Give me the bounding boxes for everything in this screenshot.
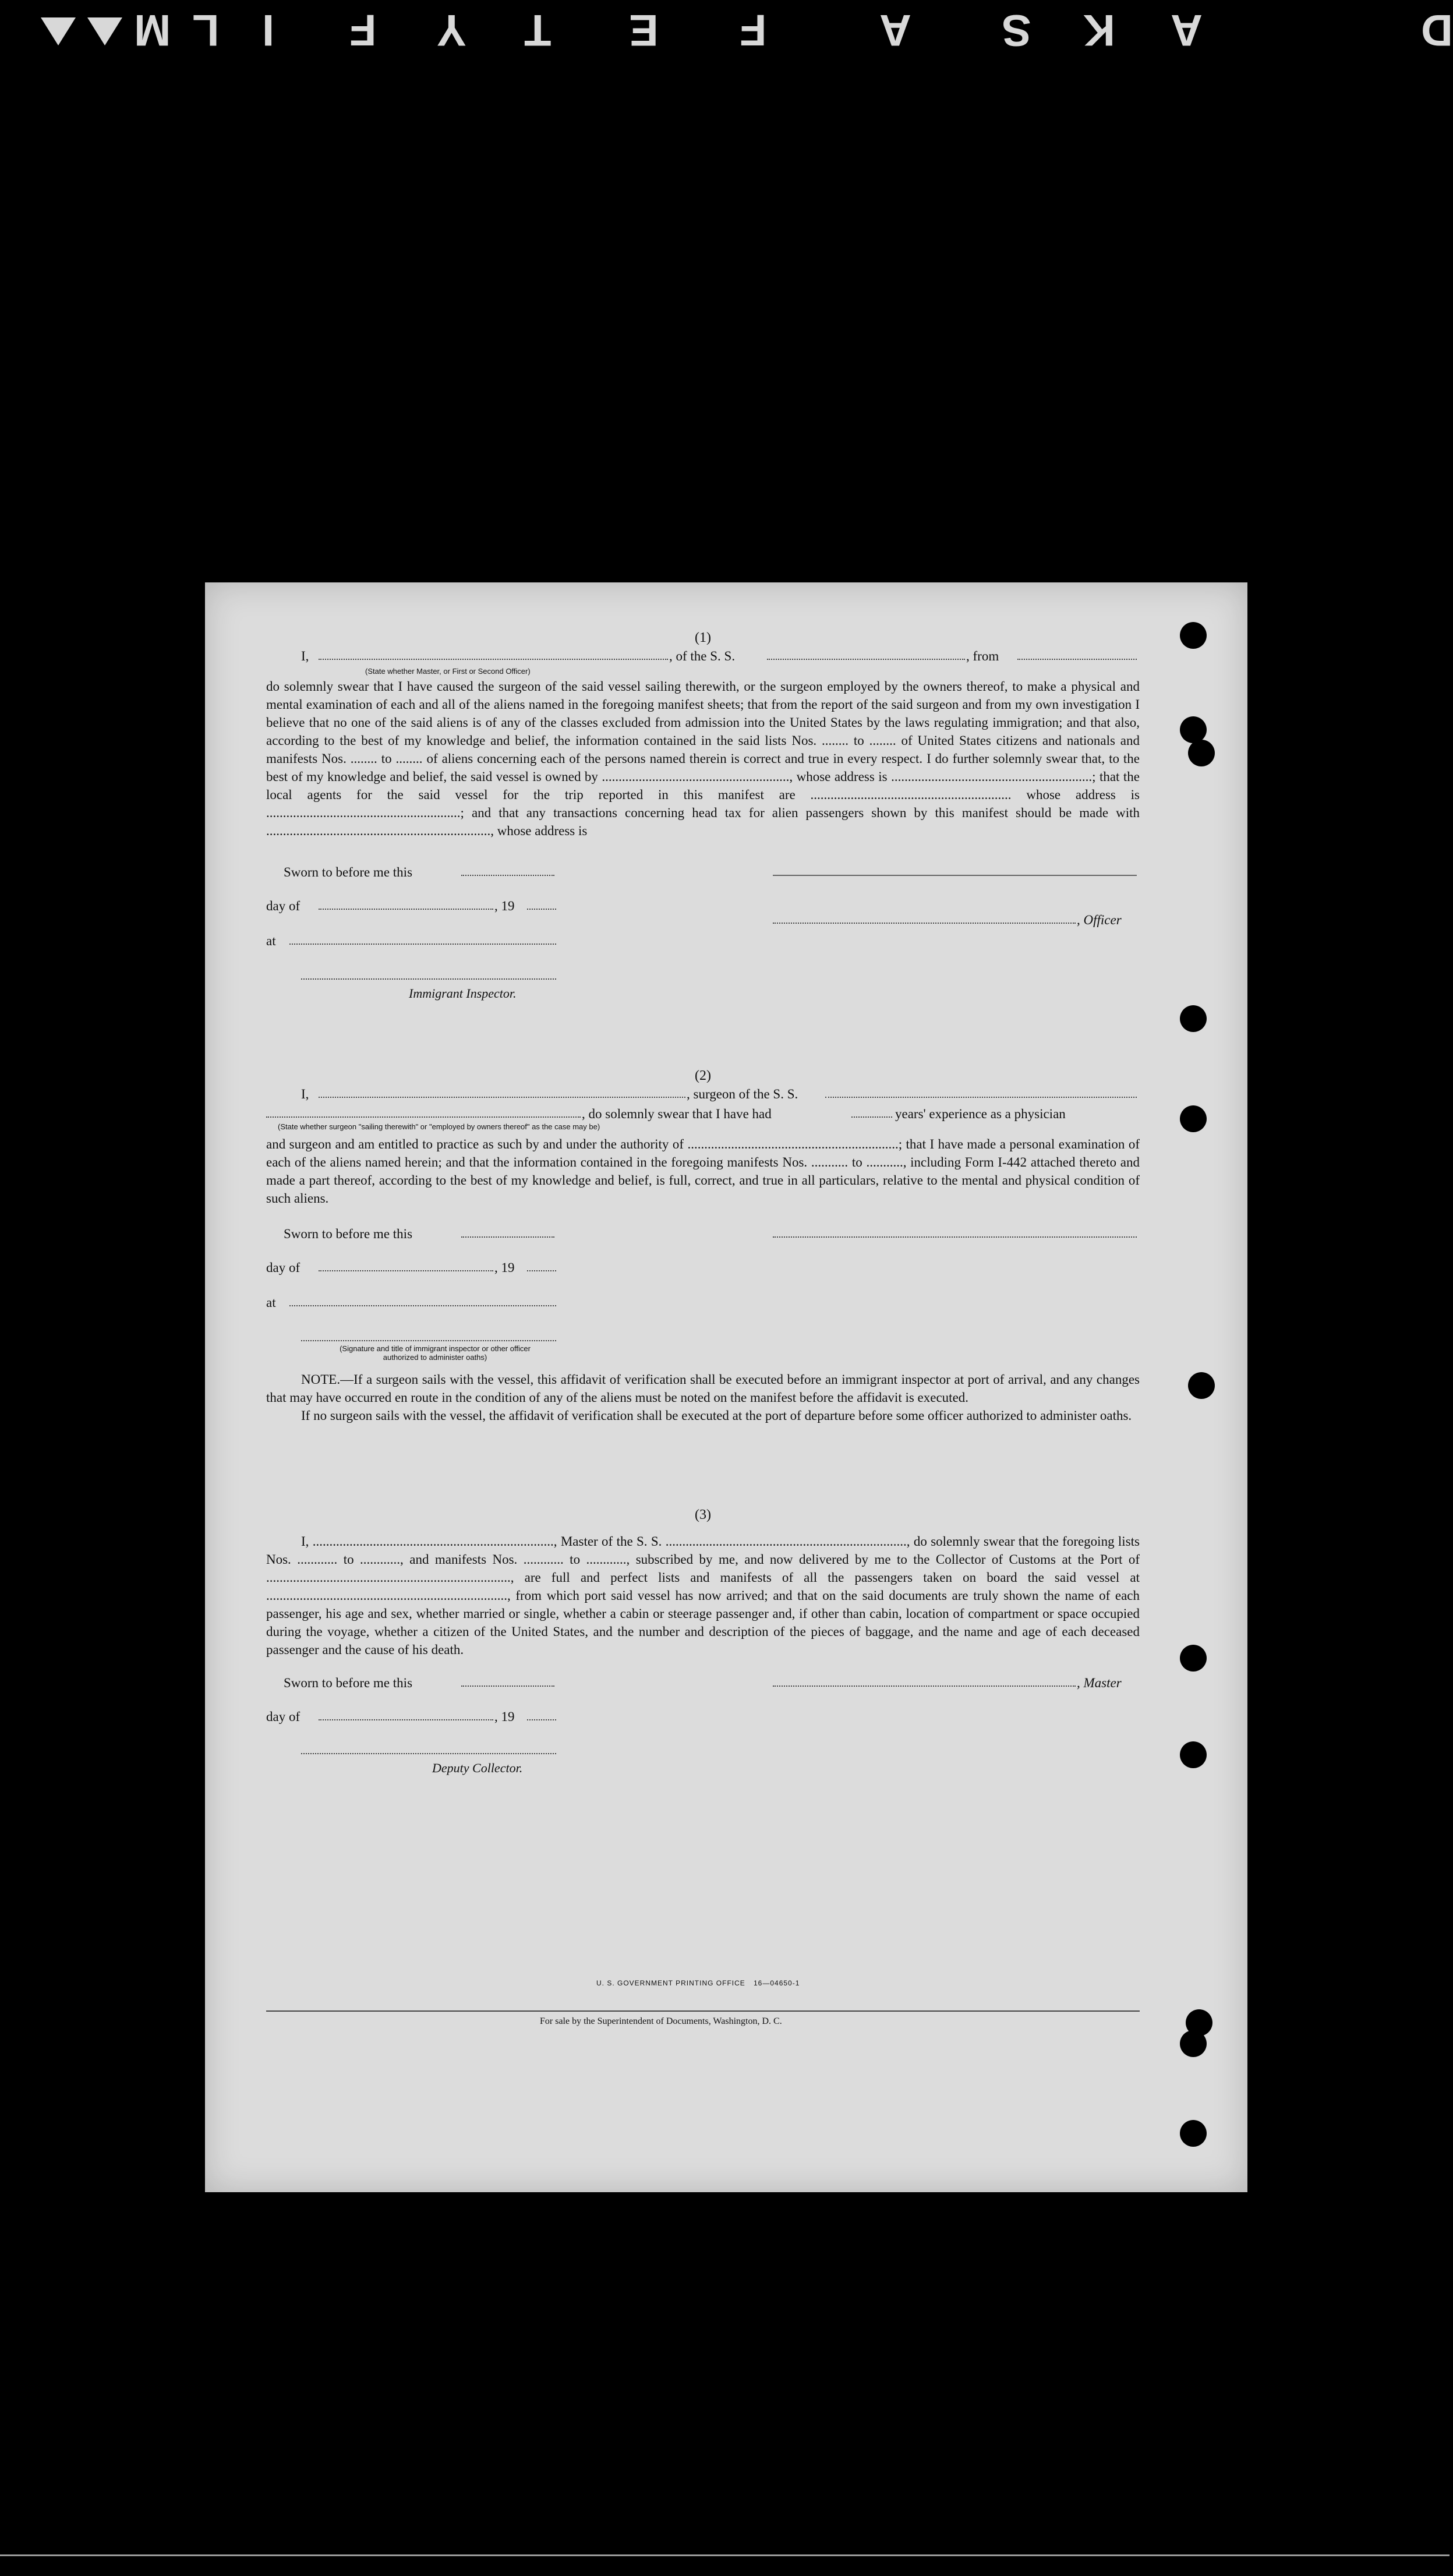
film-letter: L bbox=[192, 5, 220, 55]
film-letter: K bbox=[1083, 5, 1115, 55]
punch-hole bbox=[1188, 740, 1215, 766]
officer-name-field[interactable] bbox=[319, 647, 668, 660]
month-field[interactable] bbox=[319, 1259, 493, 1271]
film-letter: I bbox=[262, 5, 275, 55]
punch-hole bbox=[1180, 2030, 1207, 2057]
film-letter: A bbox=[1171, 5, 1203, 55]
affidavit-content bbox=[266, 629, 1140, 1779]
surgeon-status-field[interactable] bbox=[266, 1105, 581, 1118]
affidavit-section-3 bbox=[266, 1506, 1140, 1779]
sworn-label: Sworn to before me this bbox=[284, 1227, 413, 1241]
punch-hole bbox=[1180, 1645, 1207, 1672]
surgeon-caption: (State whether surgeon "sailing therewith" or "employed by owners thereof" as the case may be) bbox=[278, 1122, 600, 1131]
label-from: , from bbox=[966, 649, 999, 663]
officer-line bbox=[266, 647, 1140, 667]
section2-signatures bbox=[266, 1225, 1140, 1370]
master-signature-field[interactable] bbox=[773, 1674, 1076, 1687]
vessel-name-field[interactable] bbox=[825, 1085, 1137, 1098]
film-bottom-edge bbox=[0, 2554, 1450, 2556]
sworn-day-field[interactable] bbox=[461, 1674, 554, 1687]
officer-signature-field[interactable] bbox=[773, 863, 1137, 876]
film-letter: D bbox=[1421, 5, 1453, 55]
year-prefix: , 19 bbox=[494, 899, 515, 913]
punch-hole bbox=[1188, 1372, 1215, 1399]
sworn-label: Sworn to before me this bbox=[284, 1676, 413, 1690]
triangle-marker-icon bbox=[41, 17, 76, 47]
at-label: at bbox=[266, 1295, 276, 1310]
label-years-experience: years' experience as a physician bbox=[895, 1107, 1066, 1121]
manifest-affidavit-page bbox=[205, 582, 1247, 2192]
punch-hole bbox=[1180, 622, 1207, 649]
officer-signature-field[interactable] bbox=[301, 1328, 556, 1341]
surgeon-name-field[interactable] bbox=[319, 1085, 685, 1098]
officer-caption: (State whether Master, or First or Second Officer) bbox=[365, 667, 531, 676]
form-code: 16—04650-1 bbox=[754, 1979, 800, 1987]
gpo-imprint: U. S. GOVERNMENT PRINTING OFFICE bbox=[596, 1979, 745, 1987]
officer-title-field[interactable] bbox=[773, 911, 1076, 924]
film-letter: T bbox=[524, 5, 551, 55]
deputy-collector-signature-field[interactable] bbox=[301, 1741, 556, 1754]
film-letter: Y bbox=[437, 5, 466, 55]
immigrant-inspector-label: Immigrant Inspector. bbox=[409, 986, 517, 1001]
label-i: I, bbox=[301, 1087, 309, 1101]
punch-hole bbox=[1180, 2120, 1207, 2147]
punch-hole bbox=[1180, 1105, 1207, 1132]
label-i: I, bbox=[301, 649, 309, 663]
film-letter: S bbox=[1002, 5, 1031, 55]
section-number: (1) bbox=[695, 630, 711, 645]
officer-label: , Officer bbox=[1077, 913, 1122, 927]
day-of-label: day of bbox=[266, 899, 301, 913]
punch-hole bbox=[1180, 1741, 1207, 1768]
footer-rule bbox=[266, 2010, 1140, 2012]
year-field[interactable] bbox=[527, 1708, 556, 1720]
year-prefix: , 19 bbox=[494, 1260, 515, 1275]
at-label: at bbox=[266, 934, 276, 948]
sworn-day-field[interactable] bbox=[461, 863, 554, 876]
affidavit-section-1 bbox=[266, 629, 1140, 1038]
surgeon-signature-field[interactable] bbox=[773, 1225, 1137, 1238]
day-of-label: day of bbox=[266, 1260, 301, 1275]
note-surgeon-sails: NOTE.—If a surgeon sails with the vessel, this affidavit of verification shall be executed before an immigrant inspector at port of arrival, and any changes that may have occurred en route in the condition of any of the aliens must be noted on the manifest before the affidavit is executed. bbox=[266, 1372, 1140, 1405]
punch-hole bbox=[1180, 1005, 1207, 1032]
master-label: , Master bbox=[1077, 1676, 1122, 1690]
film-letter: F bbox=[740, 5, 767, 55]
month-field[interactable] bbox=[319, 1708, 493, 1720]
affidavit-section-2 bbox=[266, 1067, 1140, 1425]
month-field[interactable] bbox=[319, 897, 493, 910]
label-surgeon-of-ss: , surgeon of the S. S. bbox=[687, 1087, 798, 1101]
film-edge-lettering bbox=[0, 0, 1453, 64]
film-letter: A bbox=[879, 5, 911, 55]
sworn-day-field[interactable] bbox=[461, 1225, 554, 1238]
triangle-marker-icon bbox=[87, 17, 122, 47]
inspector-signature-field[interactable] bbox=[301, 967, 556, 980]
day-of-label: day of bbox=[266, 1709, 301, 1724]
section3-body: I, ........................................................................, Master of the S. S. ........................................................................, do solemnly swear that the foregoing lists Nos. ............ to ............, and manifests Nos. ............ to ............, subscribed by me, and now delivered by me to the Collector of Customs at the Port of ........................................................................., are full and perfect lists and manifests of all the passengers taken on board the said vessel at ........................................................................, from which port said vessel has now arrived; and that on the said documents are truly shown the name of each passenger, his age and sex, whether married or single, whether a cabin or steerage passenger and, if other than cabin, location of compartment or space occupied during the voyage, whether a citizen of the United States, and the number and description of the pieces of baggage, and the name and age of each deceased passenger and the cause of his death. bbox=[266, 1534, 1140, 1657]
label-of-ss: , of the S. S. bbox=[669, 649, 736, 663]
at-place-field[interactable] bbox=[289, 932, 556, 945]
year-prefix: , 19 bbox=[494, 1709, 515, 1724]
swear-line bbox=[266, 1105, 1140, 1122]
label-do-solemnly-swear: , do solemnly swear that I have had bbox=[582, 1107, 772, 1121]
year-field[interactable] bbox=[527, 1259, 556, 1271]
note-no-surgeon: If no surgeon sails with the vessel, the affidavit of verification shall be executed at the port of departure before some officer authorized to administer oaths. bbox=[301, 1408, 1132, 1423]
film-letter: M bbox=[134, 5, 171, 55]
deputy-collector-label: Deputy Collector. bbox=[432, 1761, 523, 1775]
at-place-field[interactable] bbox=[289, 1294, 556, 1306]
port-from-field[interactable] bbox=[1017, 647, 1137, 660]
years-field[interactable] bbox=[851, 1105, 892, 1118]
section-number: (2) bbox=[695, 1068, 711, 1083]
section1-body: do solemnly swear that I have caused the surgeon of the said vessel sailing therewith, or the surgeon employed by the owners thereof, to make a physical and mental examination of each and all of the aliens named in the foregoing manifest sheets; that from the report of the said surgeon and from my own investigation I believe that no one of the said aliens is of any of the classes excluded from admission into the United States by the laws regulating immigration; and that also, according to the best of my knowledge and belief, the information contained in the said lists Nos. ........ to ........ of United States citizens and nationals and manifests Nos. ........ to ........ of aliens concerning each of the persons named therein is correct and true in every respect. I do further solemnly swear that, to the best of my knowledge and belief, the said vessel is owned by ........................................................, whose address is ............................................................; that the local agents for the said vessel for the trip reported in this manifest are ............................................................ whose address is ..........................................................; and that any transactions concerning head tax for alien passengers shown by this manifest should be made with ..................................................................., whose address is bbox=[266, 679, 1140, 838]
surgeon-line bbox=[266, 1085, 1140, 1105]
punch-hole bbox=[1180, 716, 1207, 743]
vessel-name-field[interactable] bbox=[767, 647, 965, 660]
section-number: (3) bbox=[695, 1507, 711, 1522]
year-field[interactable] bbox=[527, 897, 556, 910]
section3-signatures bbox=[266, 1674, 1140, 1779]
signature-caption: (Signature and title of immigrant inspector or other officer authorized to administer oaths) bbox=[340, 1344, 531, 1362]
section1-signatures bbox=[266, 863, 1140, 1038]
film-letter: F bbox=[349, 5, 377, 55]
film-letter: E bbox=[629, 5, 659, 55]
sworn-label: Sworn to before me this bbox=[284, 865, 413, 879]
sale-notice: For sale by the Superintendent of Documents, Washington, D. C. bbox=[540, 2016, 782, 2026]
section2-body: and surgeon and am entitled to practice as such by and under the authority of ...............................................................; that I have made a personal examination of each of the aliens named herein; and that the information contained in the foregoing manifests Nos. ........... to ..........., including Form I-442 attached thereto and made a part thereof, according to the best of my knowledge and belief, is full, correct, and true in all particulars, relative to the mental and physical condition of such aliens. bbox=[266, 1137, 1140, 1206]
